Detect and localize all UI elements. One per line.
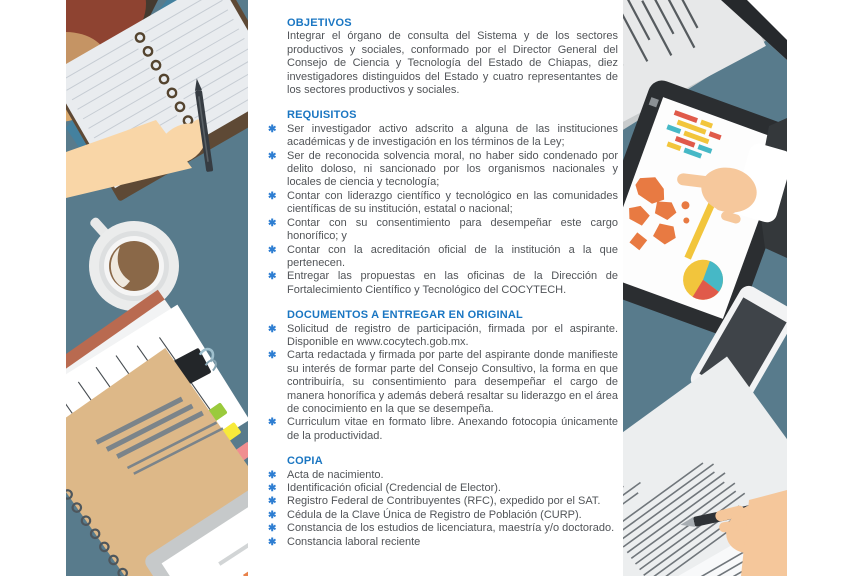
list-item-text: Contar con su consentimiento para desempeñar este cargo honorífico; y <box>287 216 618 243</box>
asterisk-bullet-icon: ✱ <box>268 483 277 494</box>
list-item <box>268 349 618 416</box>
right-desk-illustration <box>623 0 787 576</box>
list-item <box>268 270 618 297</box>
list-item-text: Entregar las propuestas en las oficinas de la Dirección de Fortalecimiento Científico y Tecnológico del COCYTECH. <box>287 270 618 296</box>
section-documentos <box>268 309 618 443</box>
section-objetivos <box>287 17 618 97</box>
list-item <box>268 495 618 508</box>
list-item <box>268 482 618 495</box>
asterisk-bullet-icon: ✱ <box>268 496 277 508</box>
list-item-text: Solicitud de registro de participación, firmada por el aspirante. Disponible en www.cocytech.gob.mx. <box>287 322 618 348</box>
requisitos-list <box>268 122 618 297</box>
asterisk-bullet-icon: ✱ <box>268 217 277 229</box>
asterisk-bullet-icon: ✱ <box>268 350 277 362</box>
list-item <box>268 149 618 190</box>
asterisk-bullet-icon: ✱ <box>268 150 277 162</box>
section-heading: OBJETIVOS <box>287 17 352 29</box>
section-copia <box>268 455 618 549</box>
asterisk-bullet-icon: ✱ <box>268 190 277 202</box>
list-item-text: Identificación oficial (Credencial de Elector). <box>287 482 501 494</box>
list-item-text: Contar con la acreditación oficial de la institución a la que pertenecen. <box>287 243 618 269</box>
list-item <box>268 508 618 522</box>
asterisk-bullet-icon: ✱ <box>268 536 277 548</box>
documentos-list <box>268 322 618 444</box>
list-item-text: Constancia de los estudios de licenciatura, maestría y/o doctorado. <box>287 522 615 535</box>
asterisk-bullet-icon: ✱ <box>268 417 277 429</box>
list-item <box>268 468 618 482</box>
list-item <box>268 189 618 217</box>
section-heading: DOCUMENTOS A ENTREGAR EN ORIGINAL <box>287 309 523 322</box>
asterisk-bullet-icon: ✱ <box>268 323 277 335</box>
objetivos-paragraph: Integrar el órgano de consulta del Sistema y de los sectores productivos y sociales, conformado por el Director General del Consejo de Ciencia y Tecnología del Estado de Chiapas, diez investigadores distinguidos del Estado y cuatro representantes de los sectores productivos y sociales. <box>287 30 618 97</box>
list-item <box>268 416 618 443</box>
asterisk-bullet-icon: ✱ <box>268 509 277 521</box>
list-item-text: Constancia laboral reciente <box>287 535 421 548</box>
list-item-text: Acta de nacimiento. <box>287 468 384 481</box>
list-item <box>268 522 618 535</box>
list-item-text: Cédula de la Clave Única de Registro de Población (CURP). <box>287 508 582 521</box>
asterisk-bullet-icon: ✱ <box>268 271 277 283</box>
list-item-text: Ser de reconocida solvencia moral, no haber sido condenado por delito doloso, ni sancionado por los organismos nacionales y locales de ciencia y tecnología; <box>287 149 618 189</box>
list-item-text: Ser investigador activo adscrito a alguna de las instituciones académicas y de investigación en los términos de la Ley; <box>287 122 618 149</box>
list-item <box>268 216 618 244</box>
left-desk-illustration <box>66 0 248 576</box>
asterisk-bullet-icon: ✱ <box>268 123 277 135</box>
list-item-text: Registro Federal de Contribuyentes (RFC), expedido por el SAT. <box>287 495 601 508</box>
section-heading: COPIA <box>287 455 323 468</box>
list-item-text: Carta redactada y firmada por parte del aspirante donde manifieste su interés de formar parte del Consejo Consultivo, la forma en que contribuiría, su consentimiento para desempeñar el cargo de manera honorífica y además deberá resaltar su liderazgo en el área de conocimiento en la que se desempeña. <box>287 349 618 415</box>
section-requisitos <box>268 109 618 297</box>
list-item-text: Contar con liderazgo científico y tecnológico en las comunidades científicas de su institución, estatal o nacional; <box>287 189 618 216</box>
content-column <box>268 17 618 549</box>
asterisk-bullet-icon: ✱ <box>268 244 277 256</box>
list-item-text: Curriculum vitae en formato libre. Anexando fotocopia únicamente de la productividad. <box>287 416 618 442</box>
list-item <box>268 322 618 350</box>
copia-list <box>268 468 618 549</box>
list-item <box>268 243 618 271</box>
list-item <box>268 122 618 150</box>
list-item <box>268 535 618 549</box>
section-heading: REQUISITOS <box>287 109 357 122</box>
asterisk-bullet-icon: ✱ <box>268 523 277 535</box>
asterisk-bullet-icon: ✱ <box>268 469 277 481</box>
